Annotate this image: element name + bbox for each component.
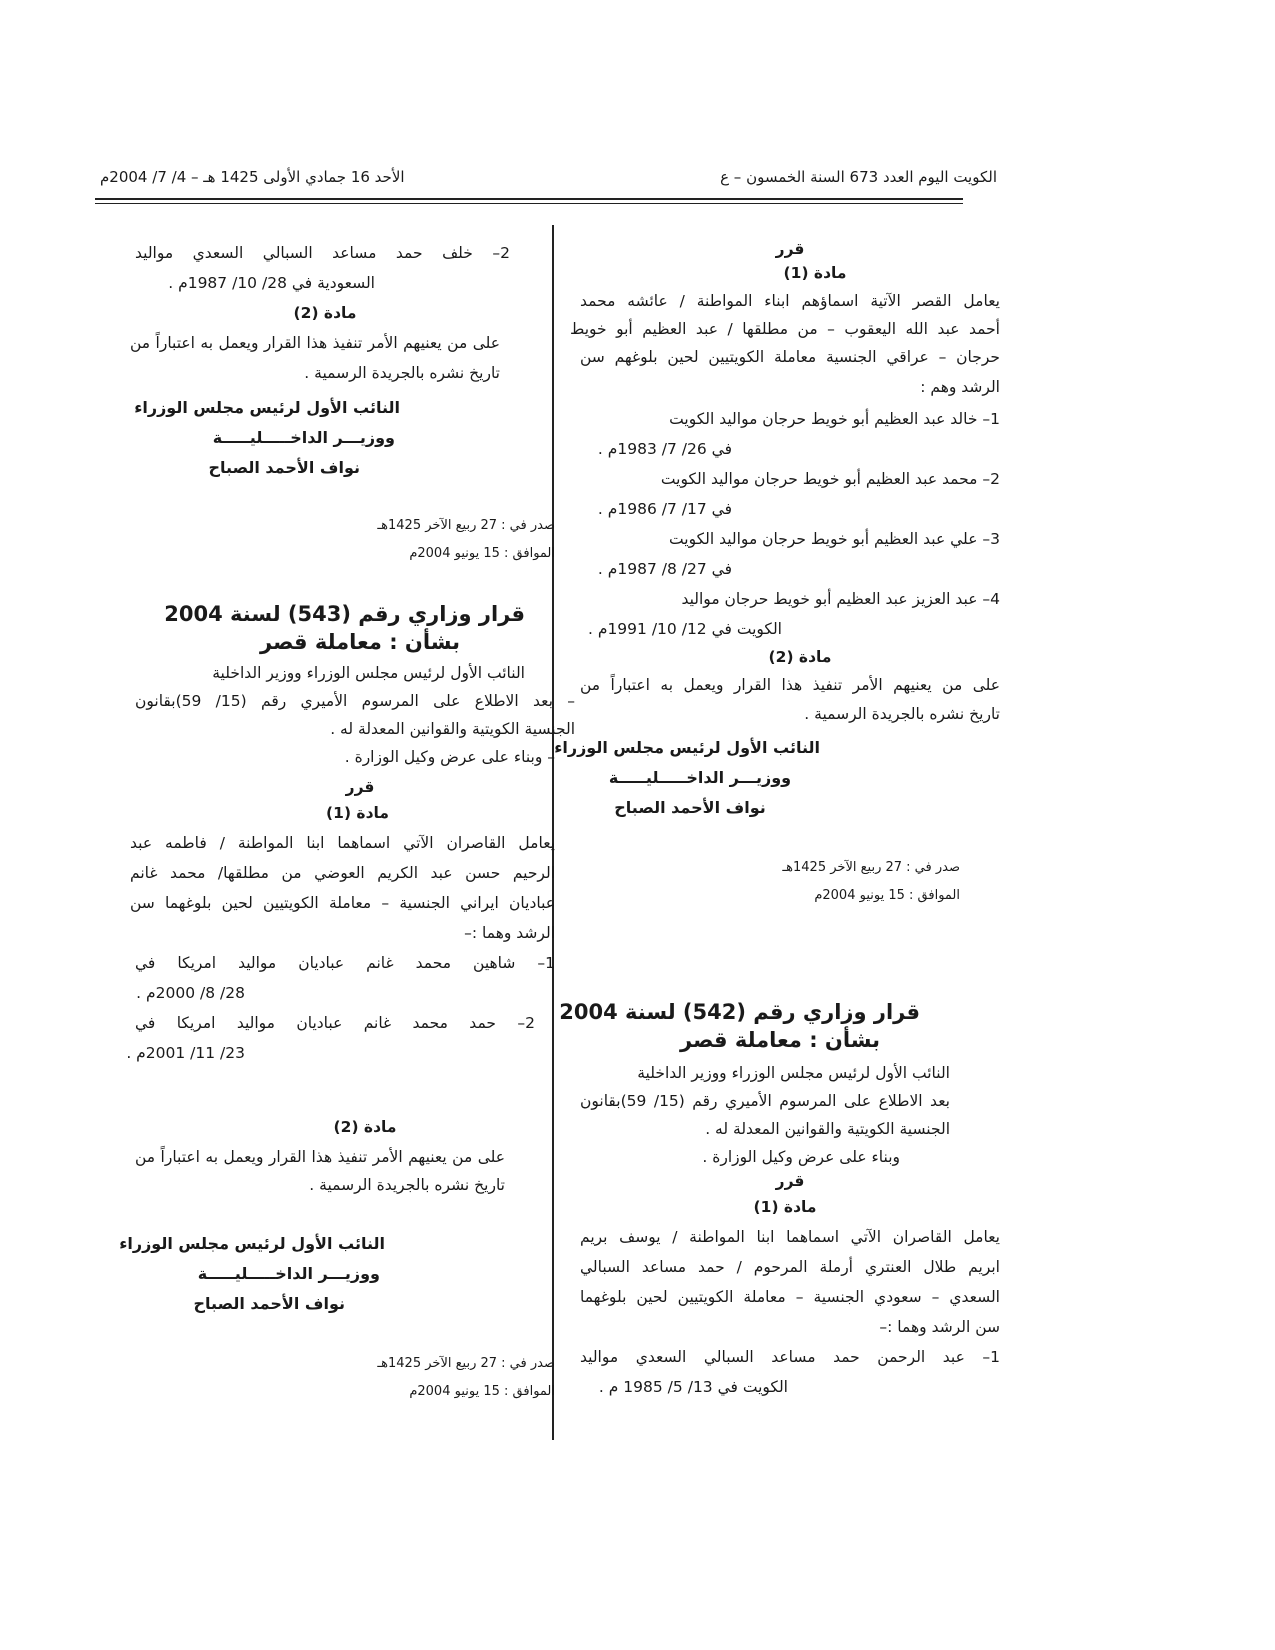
decree-qarar-heading: قرر — [775, 240, 805, 258]
signatory-ministry: ووزيـــر الداخـــــليـــــة — [608, 768, 792, 787]
decree-543-subject: بشأن : معاملة قصر — [260, 630, 460, 654]
article-1-line: أحمد عبد الله اليعقوب – من مطلقها / عبد العظيم أبو خويط — [570, 320, 1000, 338]
decree-543-intro: الجنسية الكويتية والقوانين المعدلة له . — [330, 720, 575, 738]
signatory-ministry: ووزيـــر الداخـــــليـــــة — [212, 428, 395, 447]
header-rule — [95, 198, 963, 200]
decree-542-subject: بشأن : معاملة قصر — [680, 1028, 880, 1052]
minor-item: 2– خلف حمد مساعد السبالي السعدي مواليد — [135, 244, 510, 262]
decree-542-article-1-line: السعدي – سعودي الجنسية – معاملة الكويتيين لحين بلوغهما — [580, 1288, 1000, 1306]
signatory-name: نواف الأحمد الصباح — [614, 798, 766, 817]
decree-543-article-2-line: على من يعنيهم الأمر تنفيذ هذا القرار ويعمل به اعتباراً من — [135, 1148, 505, 1166]
signatory-title: النائب الأول لرئيس مجلس الوزراء — [119, 1234, 385, 1253]
minor-item: 4– عبد العزيز عبد العظيم أبو خويط حرجان مواليد — [681, 590, 1000, 608]
decree-543-intro: – بعد الاطلاع على المرسوم الأميري رقم (15/ 59)بقانون — [135, 692, 575, 710]
article-2-title: مادة (2) — [293, 304, 357, 322]
decree-543-intro: النائب الأول لرئيس مجلس الوزراء ووزير الداخلية — [212, 664, 525, 682]
article-1-line: الرشد وهم : — [920, 378, 1000, 396]
minor-item: 2– حمد محمد غانم عباديان مواليد امريكا في — [135, 1014, 535, 1032]
article-2-line: على من يعنيهم الأمر تنفيذ هذا القرار ويعمل به اعتباراً من — [130, 334, 500, 352]
minor-item-date: الكويت في 12/ 10/ 1991م . — [587, 620, 782, 638]
issue-date: صدر في : 27 ربيع الآخر 1425هـ — [782, 860, 960, 875]
decree-543-article-2-title: مادة (2) — [333, 1118, 397, 1136]
article-2-line: على من يعنيهم الأمر تنفيذ هذا القرار ويعمل به اعتباراً من — [580, 676, 1000, 694]
minor-item-date: 23/ 11/ 2001م . — [126, 1044, 245, 1062]
decree-542-article-1-line: سن الرشد وهما :– — [879, 1318, 1000, 1336]
minor-item-date: في 27/ 8/ 1987م . — [597, 560, 732, 578]
gazette-date-header: الأحد 16 جمادي الأولى 1425 هـ – 4/ 7/ 2004م — [100, 168, 405, 186]
decree-543-article-1-line: الرشد وهما :– — [464, 924, 555, 942]
column-divider — [552, 225, 554, 1440]
article-1-line: حرجان – عراقي الجنسية معاملة الكويتيين لحين بلوغهم سن — [580, 348, 1000, 366]
minor-item-date: في 26/ 7/ 1983م . — [597, 440, 732, 458]
decree-542-intro: النائب الأول لرئيس مجلس الوزراء ووزير الداخلية — [637, 1064, 950, 1082]
minor-item: 3– علي عبد العظيم أبو خويط حرجان مواليد الكويت — [669, 530, 1000, 548]
header-rule-thin — [95, 203, 963, 204]
decree-542-article-1-line: ابريم طلال العنتري أرملة المرحوم / حمد مساعد السبالي — [580, 1258, 1000, 1276]
corresponding-date: الموافق : 15 يونيو 2004م — [814, 888, 960, 903]
corresponding-date: الموافق : 15 يونيو 2004م — [409, 1384, 555, 1399]
decree-542-qarar: قرر — [775, 1172, 805, 1190]
minor-item-date: 28/ 8/ 2000م . — [136, 984, 245, 1002]
issue-date: صدر في : 27 ربيع الآخر 1425هـ — [377, 1356, 555, 1371]
decree-543-article-1-title: مادة (1) — [326, 804, 389, 822]
signatory-name: نواف الأحمد الصباح — [193, 1294, 345, 1313]
article-2-title: مادة (2) — [768, 648, 832, 666]
minor-item: 1– عبد الرحمن حمد مساعد السبالي السعدي مواليد — [580, 1348, 1000, 1366]
article-2-line: تاريخ نشره بالجريدة الرسمية . — [804, 705, 1000, 723]
signatory-title: النائب الأول لرئيس مجلس الوزراء — [554, 738, 820, 757]
decree-543-title: قرار وزاري رقم (543) لسنة 2004 — [164, 602, 525, 626]
decree-542-article-1-line: يعامل القاصران الآتي اسماهما ابنا المواطنة / يوسف بريم — [580, 1228, 1000, 1246]
article-1-title: مادة (1) — [783, 264, 847, 282]
minor-item-date: السعودية في 28/ 10/ 1987م . — [168, 274, 375, 292]
minor-item-date: في 17/ 7/ 1986م . — [597, 500, 732, 518]
decree-543-article-2-line: تاريخ نشره بالجريدة الرسمية . — [309, 1176, 505, 1194]
decree-543-article-1-line: يعامل القاصران الآتي اسماهما ابنا المواطنة / فاطمه عبد — [130, 834, 555, 852]
minor-item: 1– خالد عبد العظيم أبو خويط حرجان مواليد الكويت — [669, 410, 1000, 428]
signatory-ministry: ووزيـــر الداخـــــليـــــة — [197, 1264, 380, 1283]
gazette-issue-header: الكويت اليوم العدد 673 السنة الخمسون – ع — [720, 168, 997, 186]
signatory-name: نواف الأحمد الصباح — [208, 458, 360, 477]
decree-543-qarar: قرر — [345, 778, 375, 796]
signatory-title: النائب الأول لرئيس مجلس الوزراء — [134, 398, 400, 417]
corresponding-date: الموافق : 15 يونيو 2004م — [409, 546, 555, 561]
minor-item-date: الكويت في 13/ 5/ 1985 م . — [598, 1378, 788, 1396]
decree-542-intro: الجنسية الكويتية والقوانين المعدلة له . — [705, 1120, 950, 1138]
issue-date: صدر في : 27 ربيع الآخر 1425هـ — [377, 518, 555, 533]
decree-543-intro: – وبناء على عرض وكيل الوزارة . — [344, 748, 555, 766]
article-2-line: تاريخ نشره بالجريدة الرسمية . — [304, 364, 500, 382]
decree-543-article-1-line: عباديان ايراني الجنسية – معاملة الكويتيين لحين بلوغهما سن — [130, 894, 555, 912]
decree-542-article-1-title: مادة (1) — [753, 1198, 817, 1216]
decree-542-title: قرار وزاري رقم (542) لسنة 2004 — [559, 1000, 920, 1024]
decree-542-intro: وبناء على عرض وكيل الوزارة . — [702, 1148, 900, 1166]
minor-item: 1– شاهين محمد غانم عباديان مواليد امريكا في — [135, 954, 555, 972]
decree-543-article-1-line: الرحيم حسن عبد الكريم العوضي من مطلقها/ محمد غانم — [130, 864, 555, 882]
decree-542-intro: بعد الاطلاع على المرسوم الأميري رقم (15/ 59)بقانون — [580, 1092, 950, 1110]
article-1-line: يعامل القصر الآتية اسماؤهم ابناء المواطنة / عائشه محمد — [580, 292, 1000, 310]
minor-item: 2– محمد عبد العظيم أبو خويط حرجان مواليد الكويت — [660, 470, 1000, 488]
